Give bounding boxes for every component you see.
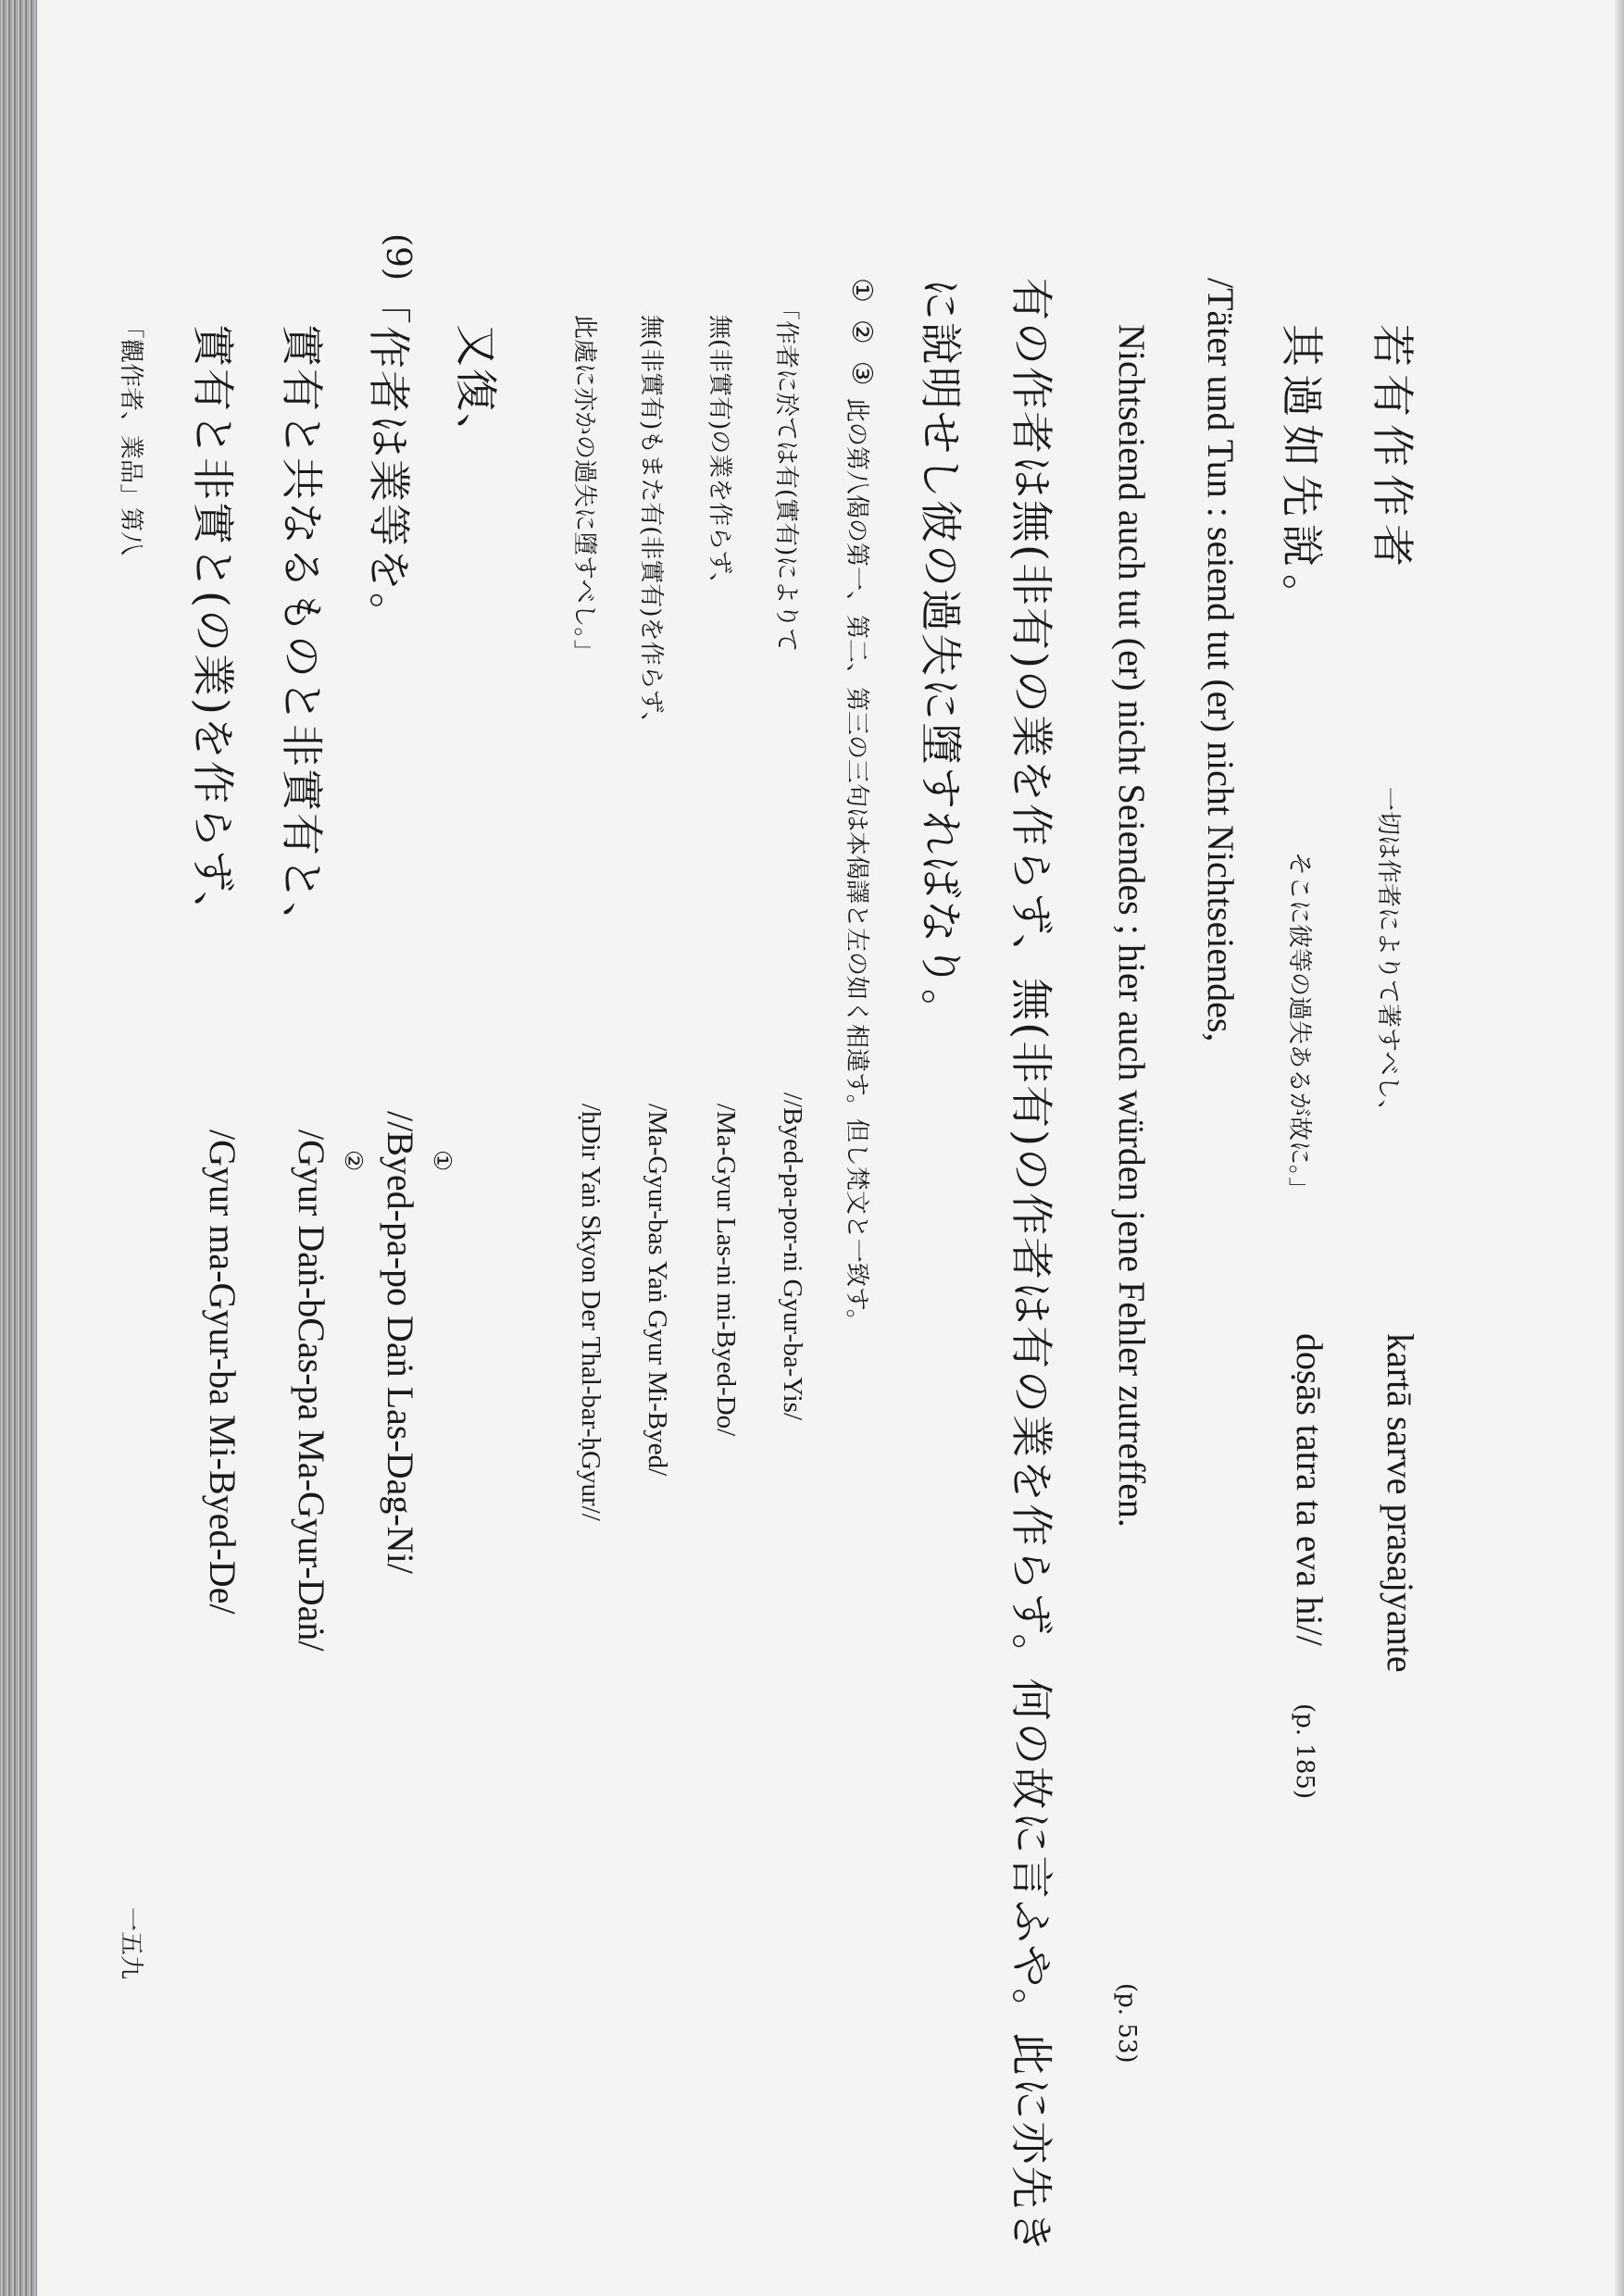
note-jp-1: 「作者に於ては有(實有)によりて xyxy=(772,296,800,653)
note-tib-2: /Ma-Gyur Las-ni mi-Byed-Do/ xyxy=(711,1104,741,1437)
verse9-number: (9) xyxy=(379,233,417,281)
german-line-1: /Täter und Tun : seiend tut (er) nicht Nichtseiendes, xyxy=(1200,278,1242,1042)
note-intro: 此の第八偈の第一、第二、第三の三句は本偈譯と左の如く相違す。但し梵文と一致す。 xyxy=(843,398,870,1333)
verse9-line-3: 實有と非實と(の業)を作らず、 xyxy=(188,324,238,936)
commentary-line-2: に說明せし彼の過失に墮すればなり。 xyxy=(916,278,966,1033)
note-tib-3: /Ma-Gyur-bas Yaṅ Gyur Mi-Byed/ xyxy=(643,1104,672,1477)
verse-line-1-note: 一切は作者によりて著すべし、 xyxy=(1374,787,1402,1124)
german-line-2: Nichtseiend auch tut (er) nicht Seiendes ; hier auch würden jene Fehler zutreffen. xyxy=(1111,324,1153,1528)
rotated-page-content xyxy=(93,167,1444,2255)
note-tib-4: /ḥDir Yaṅ Skyon Der Thal-bar-ḥGyur// xyxy=(576,1104,606,1521)
note-tib-1: //Byed-pa-por-ni Gyur-ba-Yis/ xyxy=(778,1092,807,1421)
verse9-tib-1: //Byed-pa-po Daṅ Las-Dag-Ni/ xyxy=(380,1111,421,1574)
verse9-line-2: 實有と共なるものと非實有と、 xyxy=(277,324,327,946)
verse9-intro: 又復、 xyxy=(451,324,501,457)
note-jp-3: 無(非實有)もまた有(非實有)を作らず、 xyxy=(637,315,665,736)
page-edge xyxy=(1615,0,1624,2296)
verse9-line-1: 「作者は業等を。 xyxy=(364,281,414,637)
commentary-line-1: 有の作者は無(非有)の業を作らず、無(非有)の作者は有の業を作らず。何の故に言ふや。此に亦先き xyxy=(1006,278,1056,2255)
page-number: 一五九 xyxy=(117,1907,144,1980)
verse-line-1-sanskrit: kartā sarve prasajyante xyxy=(1380,1333,1421,1673)
note-marks: ①②③ xyxy=(845,278,878,403)
verse-line-2-jp: 其過如先說。 xyxy=(1277,324,1327,624)
verse-line-2-sanskrit: doṣās tatra ta eva hi// xyxy=(1289,1333,1330,1646)
running-title: 「觀作者、業品」第八 xyxy=(117,315,144,556)
note-jp-2: 無(非實有)の業を作らず、 xyxy=(706,315,733,597)
verse9-tib-3: /Gyur ma-Gyur-ba Mi-Byed-De/ xyxy=(202,1129,244,1615)
german-line-2-ref: (p. 53) xyxy=(1113,1983,1141,2064)
verse9-tib-mark-1: ① xyxy=(428,1150,456,1172)
verse-line-2-ref: (p. 185) xyxy=(1291,1703,1318,1800)
verse9-tib-mark-2: ② xyxy=(339,1150,367,1172)
verse9-tib-2: /Gyur Daṅ-bCas-pa Ma-Gyur-Daṅ/ xyxy=(291,1129,332,1652)
page-binding-shadow xyxy=(0,0,37,2296)
verse-line-2-note: そこに彼等の過失あるが故に。」 xyxy=(1285,852,1313,1202)
verse-line-1-jp: 若有作作者 xyxy=(1368,324,1418,574)
note-jp-4: 此處に亦かの過失に墮すべし。」 xyxy=(570,315,598,664)
